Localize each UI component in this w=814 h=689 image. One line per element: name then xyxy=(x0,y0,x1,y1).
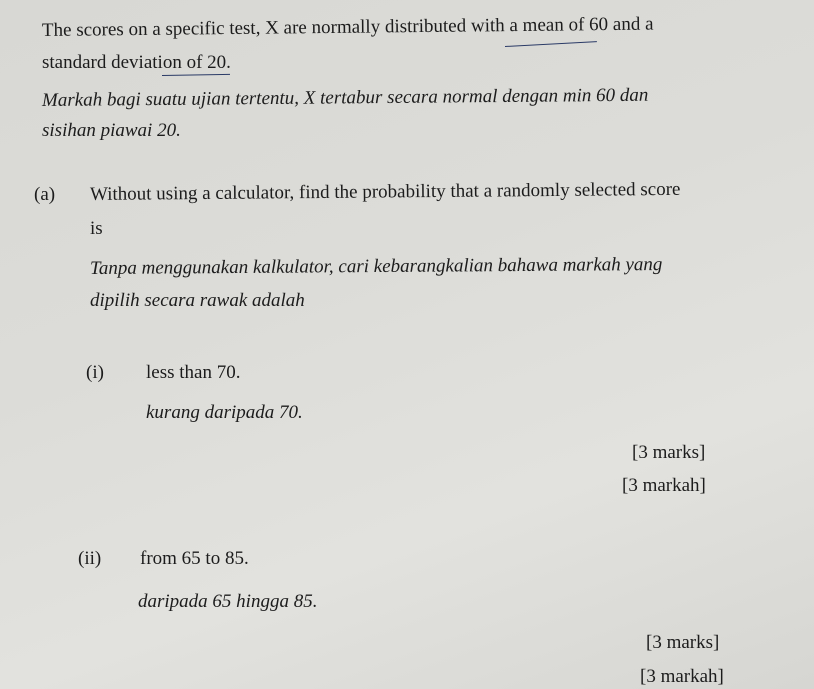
intro-ms-line2: sisihan piawai 20. xyxy=(42,120,181,141)
part-a-en-line2: is xyxy=(90,218,103,239)
part-i-ms-text: kurang daripada 70. xyxy=(146,402,303,423)
part-i-marks-ms: [3 markah] xyxy=(622,475,706,496)
part-a-en-line1: Without using a calculator, find the probability that a randomly selected score xyxy=(89,178,681,205)
part-ii-label: (ii) xyxy=(78,548,102,569)
part-ii-marks-en: [3 marks] xyxy=(646,632,720,653)
intro-en-line2: standard deviation of 20. xyxy=(42,52,231,73)
intro-ms-line1: Markah bagi suatu ujian tertentu, X tertabur secara normal dengan min 60 dan xyxy=(41,84,649,111)
part-ii-en-text: from 65 to 85. xyxy=(140,548,249,569)
part-a-ms-line1: Tanpa menggunakan kalkulator, cari kebarangkalian bahawa markah yang xyxy=(89,254,663,279)
part-ii-marks-ms: [3 markah] xyxy=(640,666,724,687)
part-ii-ms-text: daripada 65 hingga 85. xyxy=(138,591,318,612)
part-a-ms-line2: dipilih secara rawak adalah xyxy=(90,290,305,311)
part-i-en-text: less than 70. xyxy=(146,362,241,383)
underline-mark xyxy=(505,41,597,47)
part-a-label: (a) xyxy=(34,184,56,205)
underline-mark xyxy=(162,74,230,76)
part-i-marks-en: [3 marks] xyxy=(632,442,706,463)
part-i-label: (i) xyxy=(86,362,104,383)
intro-en-line1: The scores on a specific test, X are normally distributed with a mean of 60 and a xyxy=(41,13,654,41)
